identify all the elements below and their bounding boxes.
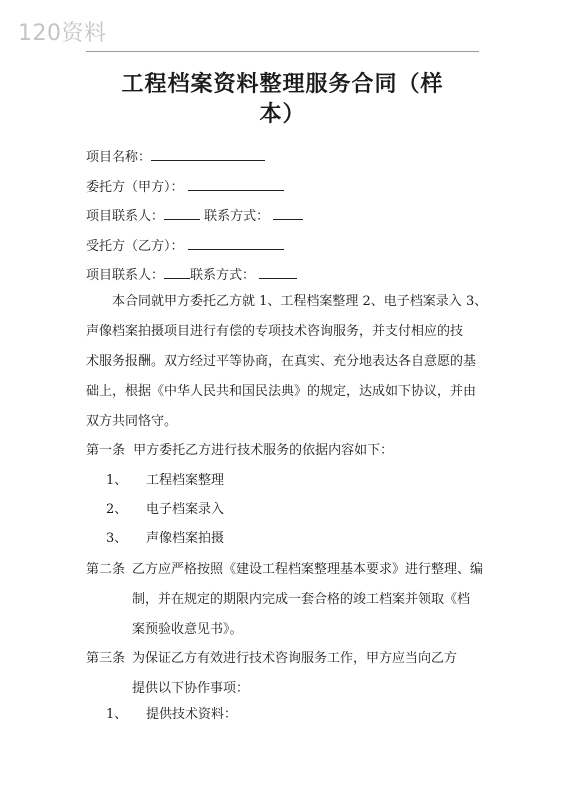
article-3-body	[132, 644, 486, 704]
contractor-contact-field	[86, 266, 297, 285]
list-item-text: 电子档案录入	[146, 502, 225, 517]
article-3	[86, 644, 486, 706]
intro-line: 本合同就甲方委托乙方就 1、工程档案整理 2、电子档案录入 3、	[112, 294, 488, 309]
intro-paragraph	[86, 287, 486, 437]
article-2-label: 第二条	[86, 562, 126, 577]
title-line-1: 工程档案资料整理服务合同（样	[121, 72, 444, 97]
contractor-label: 受托方（乙方）：	[86, 239, 184, 254]
intro-line: 术服务报酬。双方经过平等协商，在真实、充分地表达各自意愿的基	[86, 354, 477, 369]
article-1-label: 第一条	[86, 443, 126, 458]
article-1	[86, 442, 393, 460]
client-field	[86, 178, 284, 197]
list-item-number: 3、	[106, 531, 128, 546]
list-item-number: 1、	[106, 473, 128, 488]
article-2	[86, 555, 486, 647]
article-2-line: 乙方应严格按照《建设工程档案整理基本要求》进行整理、编	[132, 562, 484, 577]
client-contact-method-blank[interactable]	[273, 207, 303, 220]
title-line-2: 本）	[259, 102, 306, 127]
project-name-label: 项目名称：	[86, 150, 152, 165]
article-2-line: 制，并在规定的期限内完成一套合格的竣工档案并领取《档	[132, 592, 471, 607]
client-contact-field	[86, 207, 303, 226]
list-item-text: 提供技术资料：	[146, 707, 238, 722]
list-item-text: 工程档案整理	[146, 473, 225, 488]
header-rule	[86, 51, 479, 52]
contractor-contact-method-blank[interactable]	[259, 266, 297, 279]
list-item-number: 1、	[106, 707, 128, 722]
client-blank[interactable]	[188, 178, 284, 191]
contractor-field	[86, 237, 284, 256]
client-contact-label: 项目联系人：	[86, 209, 165, 224]
article-3-line: 为保证乙方有效进行技术咨询服务工作，甲方应当向乙方	[132, 651, 458, 666]
client-contact-blank[interactable]	[164, 207, 200, 220]
list-item-number: 2、	[106, 502, 128, 517]
watermark: 120资料	[18, 21, 107, 46]
intro-line: 声像档案拍摄项目进行有偿的专项技术咨询服务，并支付相应的技	[86, 324, 464, 339]
list-item-text: 声像档案拍摄	[146, 531, 225, 546]
client-contact-method-label: 联系方式：	[204, 209, 270, 224]
intro-line: 双方共同恪守。	[86, 414, 178, 429]
client-label: 委托方（甲方）：	[86, 180, 184, 195]
contractor-blank[interactable]	[188, 237, 284, 250]
contractor-contact-label: 项目联系人：	[86, 268, 165, 283]
contractor-contact-method-label: 联系方式：	[190, 268, 256, 283]
document-title	[86, 70, 479, 130]
article-3-label: 第三条	[86, 651, 126, 666]
article-2-body	[132, 555, 486, 645]
article-1-text: 甲方委托乙方进行技术服务的依据内容如下：	[133, 443, 394, 458]
project-name-field	[86, 148, 265, 167]
article-3-line: 提供以下协作事项：	[132, 681, 250, 696]
article-2-line: 案预验收意见书》。	[132, 622, 243, 637]
project-name-blank[interactable]	[151, 148, 265, 161]
contractor-contact-blank[interactable]	[164, 266, 190, 279]
intro-line: 础上，根据《中华人民共和国民法典》的规定，达成如下协议，并由	[86, 384, 477, 399]
